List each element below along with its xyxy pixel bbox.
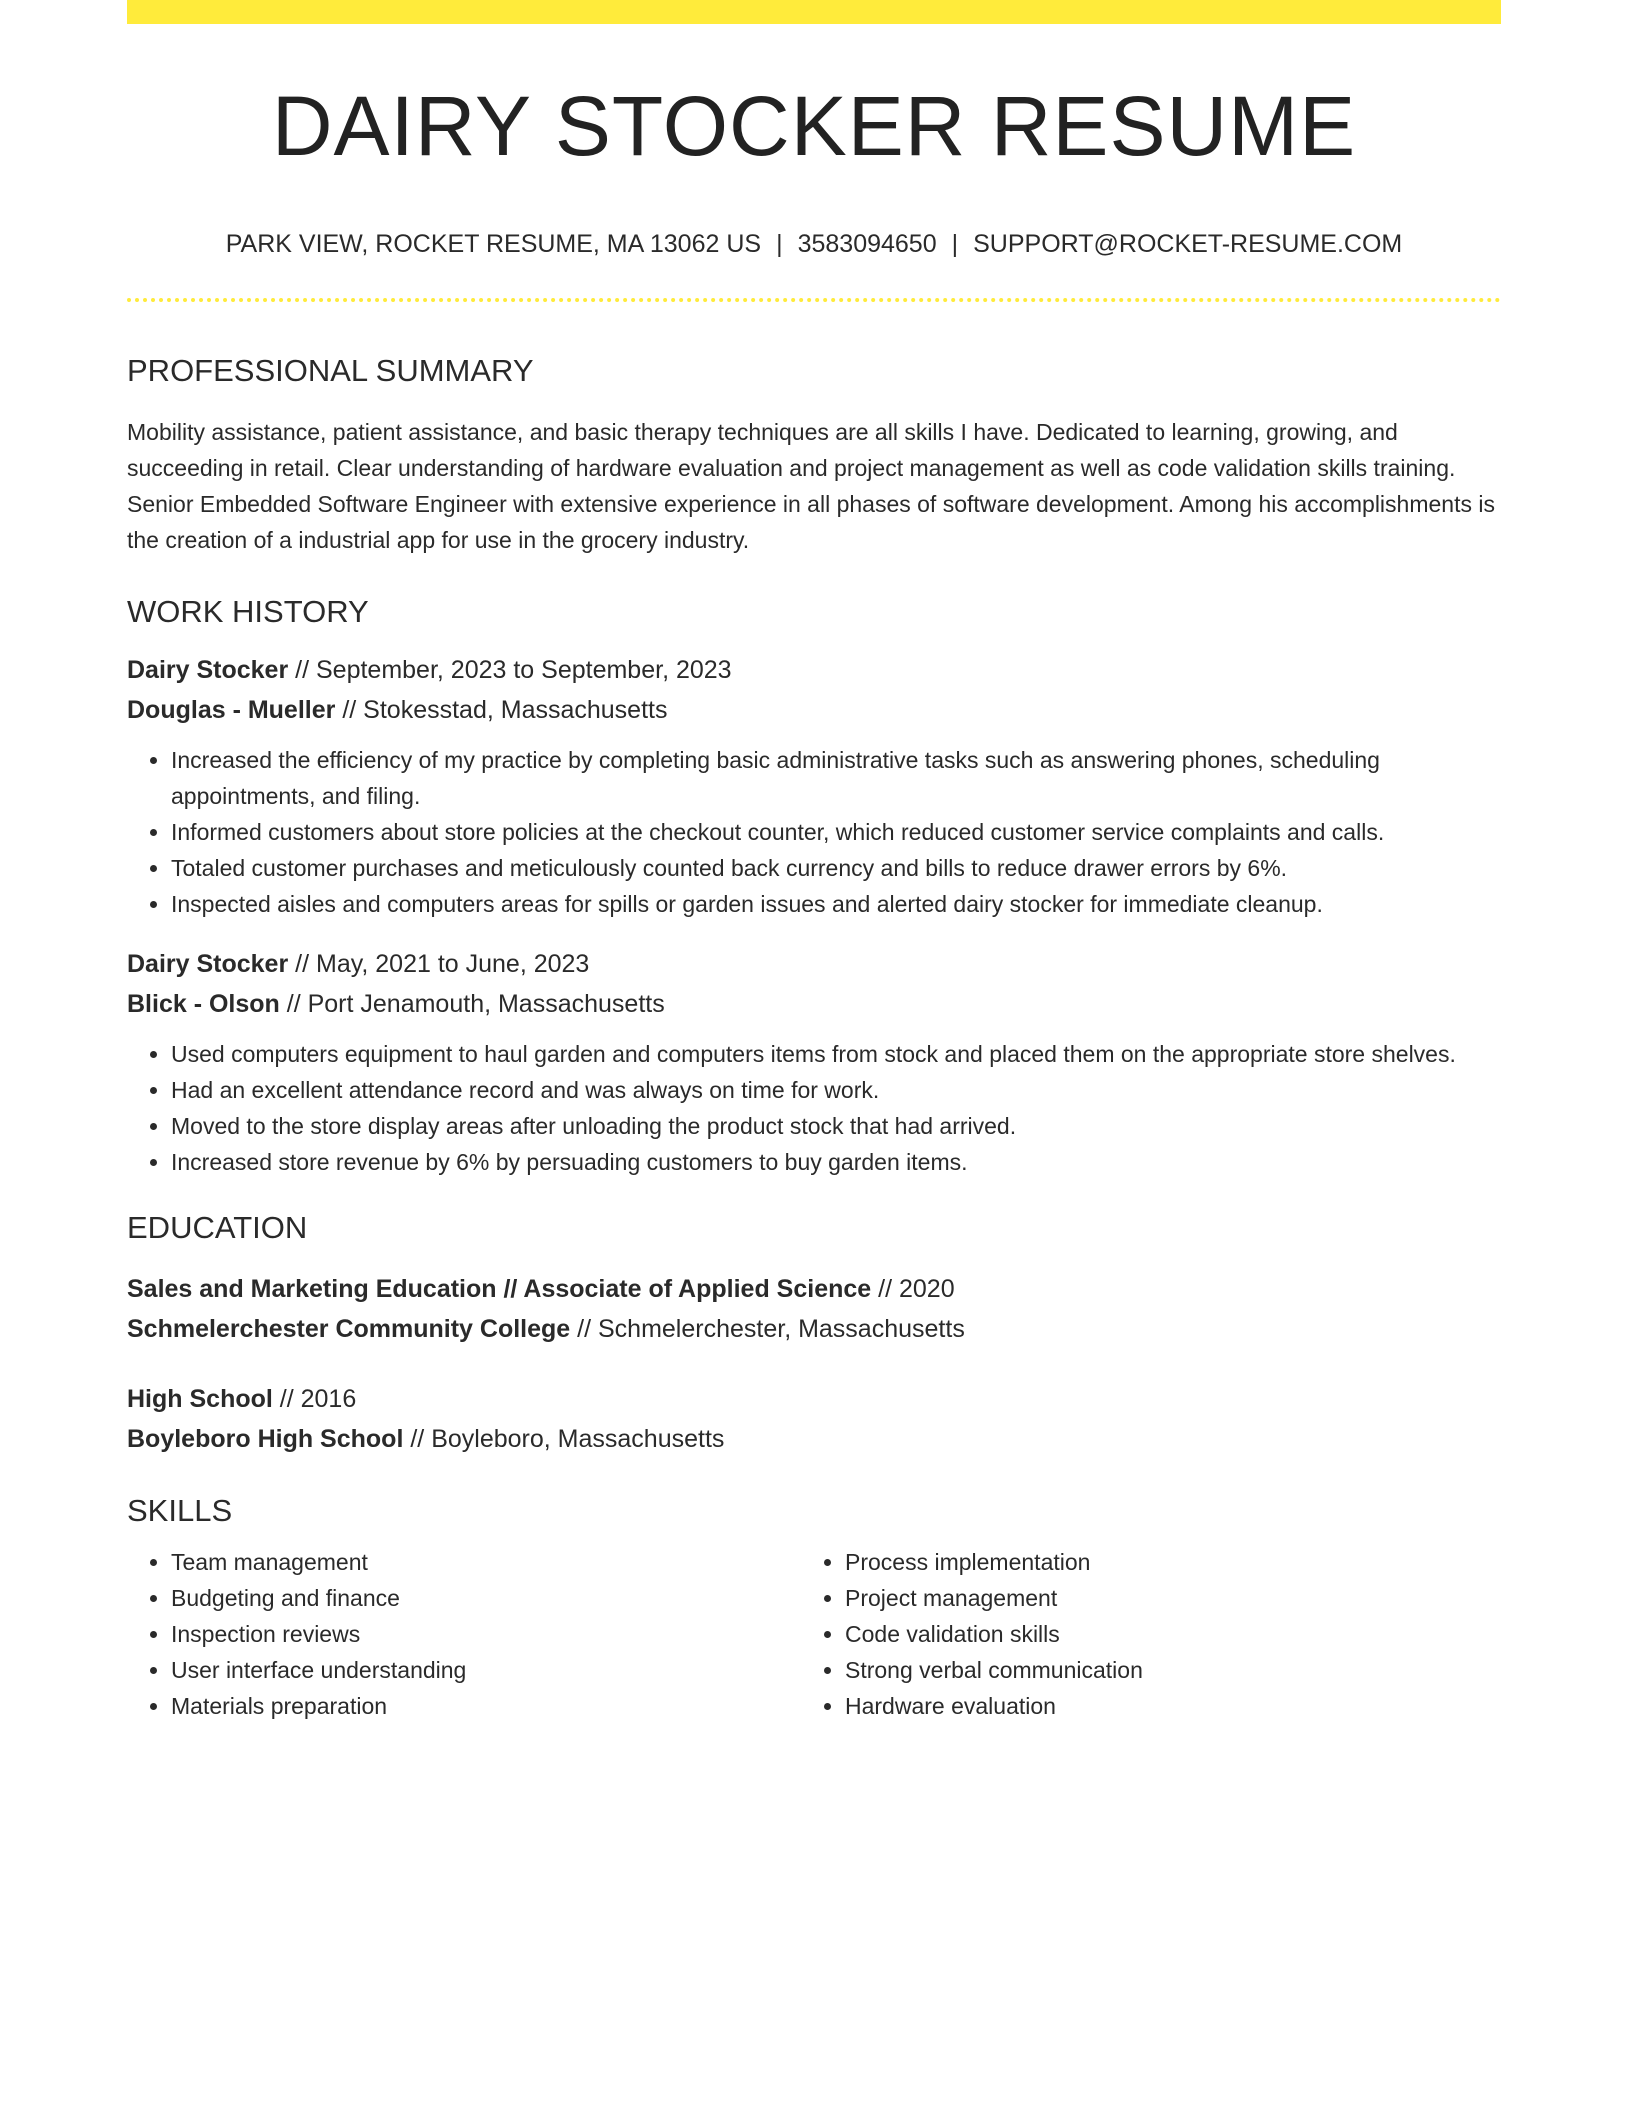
job-bullets	[127, 1036, 1501, 1180]
contact-address: PARK VIEW, ROCKET RESUME, MA 13062 US	[225, 230, 762, 258]
list-item: • Team management	[171, 1544, 801, 1580]
job-bullets	[127, 742, 1501, 922]
contact-email: SUPPORT@ROCKET-RESUME.COM	[973, 230, 1403, 258]
degree-line	[127, 1269, 1501, 1309]
job-location: // Port Jenamouth, Massachusetts	[286, 990, 665, 1018]
skills-list	[127, 1544, 1501, 1724]
school-line	[127, 1309, 1501, 1349]
list-item: • Used computers equipment to haul garden and computers items from stock and placed them on the appropriate store shelves.	[171, 1036, 1501, 1072]
contact-phone: 3583094650	[797, 230, 937, 258]
list-item: • Hardware evaluation	[845, 1688, 1475, 1724]
graduation-year: // 2020	[878, 1275, 955, 1303]
job-company-line	[127, 690, 1501, 730]
skills-column-right	[801, 1544, 1475, 1724]
dotted-divider	[127, 298, 1501, 302]
list-item: • Had an excellent attendance record and was always on time for work.	[171, 1072, 1501, 1108]
list-item: • Strong verbal communication	[845, 1652, 1475, 1688]
list-item: • Increased store revenue by 6% by persuading customers to buy garden items.	[171, 1144, 1501, 1180]
resume-page	[127, 0, 1501, 1724]
job-title-line	[127, 650, 1501, 690]
work-history-heading: WORK HISTORY	[127, 594, 369, 629]
education-heading: EDUCATION	[127, 1210, 308, 1245]
list-item: • Code validation skills	[845, 1616, 1475, 1652]
list-item: • Inspected aisles and computers areas for spills or garden issues and alerted dairy stocker for immediate cleanup.	[171, 886, 1501, 922]
job-location: // Stokesstad, Massachusetts	[342, 696, 668, 724]
list-item: • Process implementation	[845, 1544, 1475, 1580]
list-item: • Budgeting and finance	[171, 1580, 801, 1616]
school-name: Schmelerchester Community College	[127, 1315, 571, 1343]
education-entry	[127, 1269, 1501, 1349]
job-company: Blick - Olson	[127, 990, 280, 1018]
graduation-year: // 2016	[279, 1385, 357, 1413]
list-item: • Project management	[845, 1580, 1475, 1616]
skills-column-left	[127, 1544, 801, 1724]
school-location: // Schmelerchester, Massachusetts	[577, 1315, 965, 1343]
job-title: Dairy Stocker	[127, 950, 289, 978]
degree: Sales and Marketing Education // Associate of Applied Science	[127, 1275, 872, 1303]
list-item: • Moved to the store display areas after unloading the product stock that had arrived.	[171, 1108, 1501, 1144]
skills-heading: SKILLS	[127, 1493, 233, 1528]
degree-line	[127, 1379, 1501, 1419]
list-item: • Increased the efficiency of my practice by completing basic administrative tasks such as answering phones, scheduling appointments, and filing.	[171, 742, 1501, 814]
job-dates: // May, 2021 to June, 2023	[295, 950, 590, 978]
school-location: // Boyleboro, Massachusetts	[410, 1425, 725, 1453]
job-company: Douglas - Mueller	[127, 696, 336, 724]
list-item: • Materials preparation	[171, 1688, 801, 1724]
contact-line	[127, 232, 1501, 257]
job-entry	[127, 650, 1501, 922]
list-item: • User interface understanding	[171, 1652, 801, 1688]
summary-text: Mobility assistance, patient assistance, and basic therapy techniques are all skills I have. Dedicated to learning, growing, and succeeding in retail. Clear understanding of hardware evaluation and project management as well as code validation skills training. Senior Embedded Software Engineer with extensive experience in all phases of software development. Among his accomplishments is the creation of a industrial app for use in the grocery industry.	[127, 419, 1495, 553]
list-item: • Inspection reviews	[171, 1616, 801, 1652]
job-dates: // September, 2023 to September, 2023	[295, 656, 732, 684]
school-name: Boyleboro High School	[127, 1425, 404, 1453]
contact-separator: |	[951, 230, 959, 258]
list-item: • Informed customers about store policies at the checkout counter, which reduced customer service complaints and calls.	[171, 814, 1501, 850]
school-line	[127, 1419, 1501, 1459]
list-item: • Totaled customer purchases and meticulously counted back currency and bills to reduce drawer errors by 6%.	[171, 850, 1501, 886]
job-title: Dairy Stocker	[127, 656, 289, 684]
resume-title: DAIRY STOCKER RESUME	[271, 79, 1357, 173]
education-entry	[127, 1379, 1501, 1459]
job-entry	[127, 944, 1501, 1180]
job-company-line	[127, 984, 1501, 1024]
degree: High School	[127, 1385, 273, 1413]
contact-separator: |	[776, 230, 783, 258]
summary-heading: PROFESSIONAL SUMMARY	[127, 353, 534, 388]
job-title-line	[127, 944, 1501, 984]
top-accent-bar	[127, 0, 1501, 24]
